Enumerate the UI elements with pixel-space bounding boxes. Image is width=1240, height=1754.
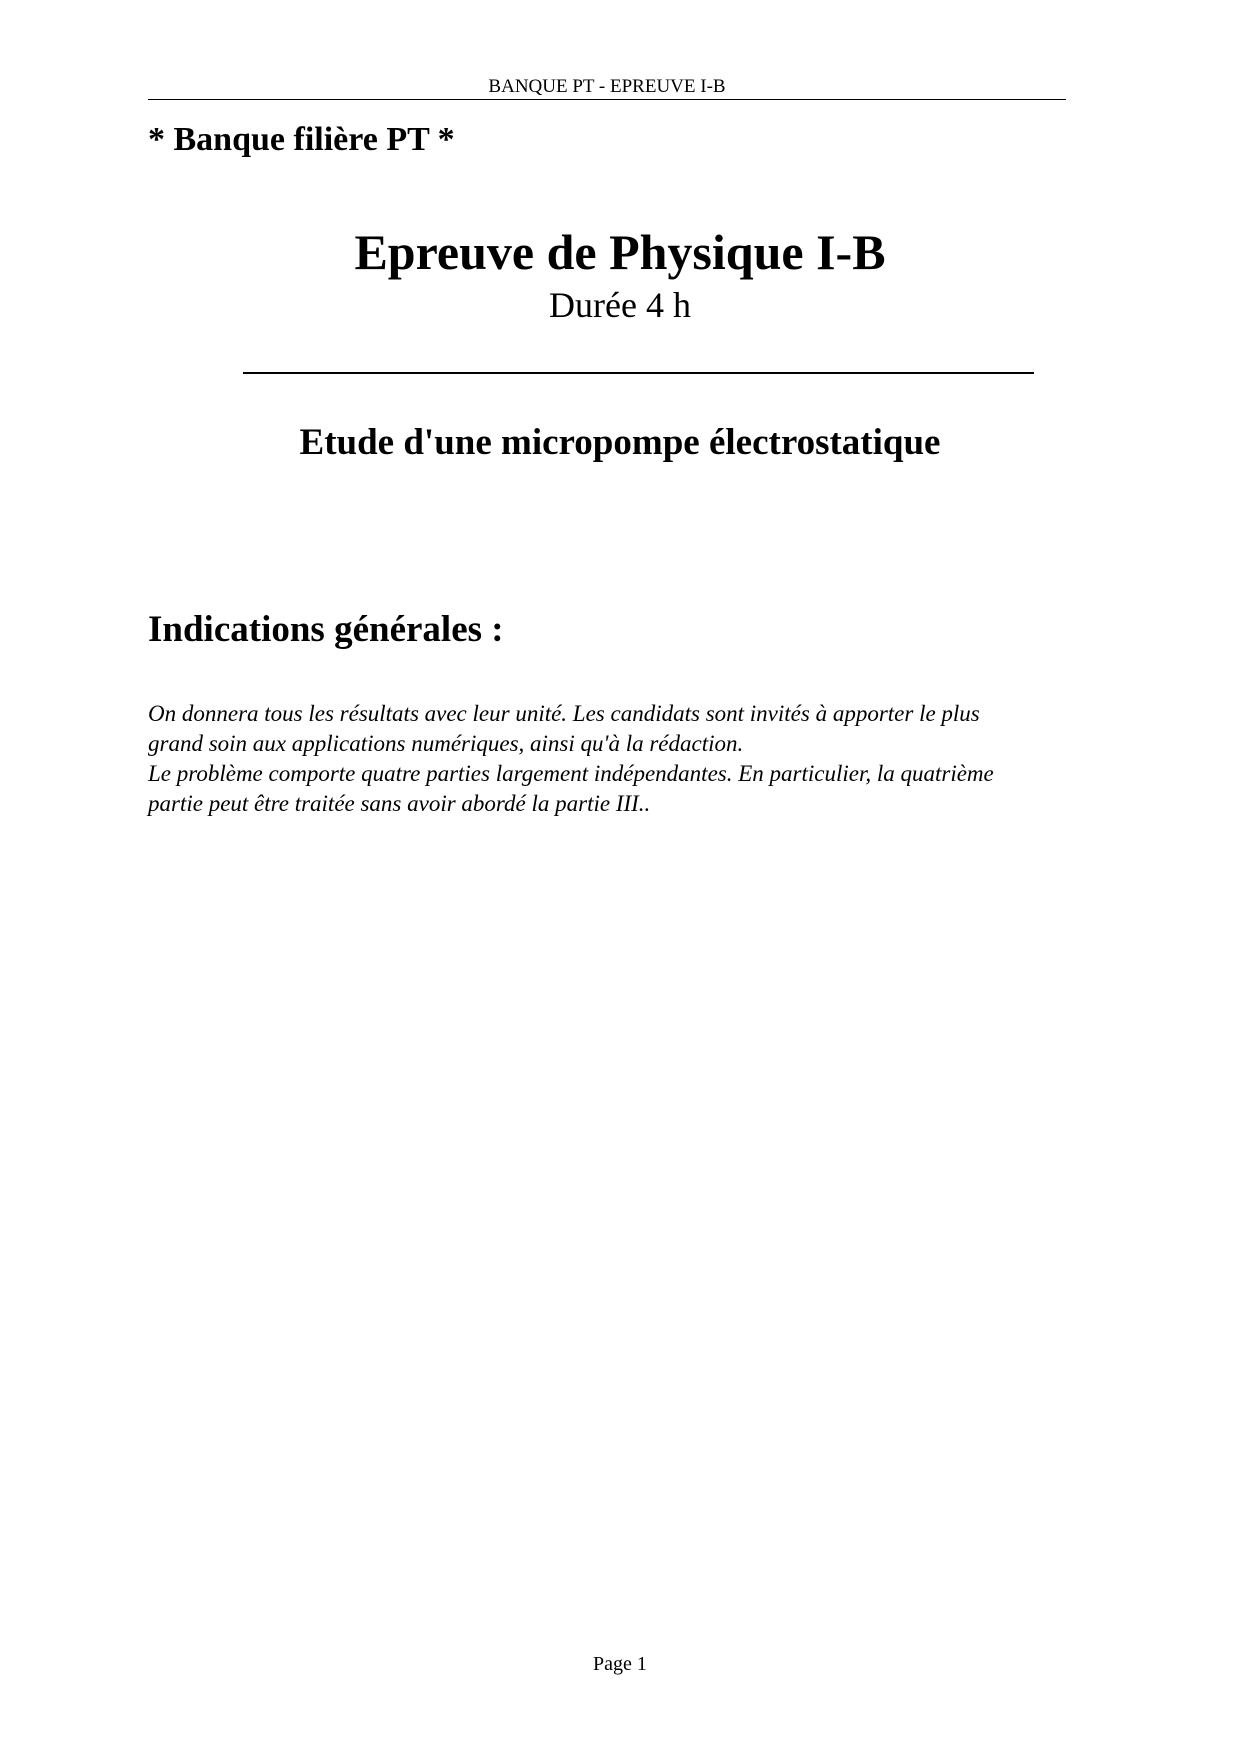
instruction-line: On donnera tous les résultats avec leur unité. Les candidats sont invités à apporter le plus bbox=[148, 701, 980, 726]
instruction-line: Le problème comporte quatre parties largement indépendantes. En particulier, la quatrième bbox=[148, 761, 994, 786]
general-indications-heading: Indications générales : bbox=[148, 609, 504, 650]
general-indications-text bbox=[148, 699, 1088, 819]
instruction-line: partie peut être traitée sans avoir abordé la partie III.. bbox=[148, 791, 651, 816]
running-header: BANQUE PT - EPREUVE I-B bbox=[148, 76, 1066, 100]
page-number: Page 1 bbox=[593, 1653, 647, 1675]
bank-label: * Banque filière PT * bbox=[148, 121, 455, 158]
title-divider bbox=[243, 372, 1034, 374]
exam-duration: Durée 4 h bbox=[549, 285, 691, 325]
problem-title: Etude d'une micropompe électrostatique bbox=[299, 422, 941, 463]
exam-title: Epreuve de Physique I-B bbox=[354, 224, 886, 280]
instruction-line: grand soin aux applications numériques, ainsi qu'à la rédaction. bbox=[148, 731, 744, 756]
